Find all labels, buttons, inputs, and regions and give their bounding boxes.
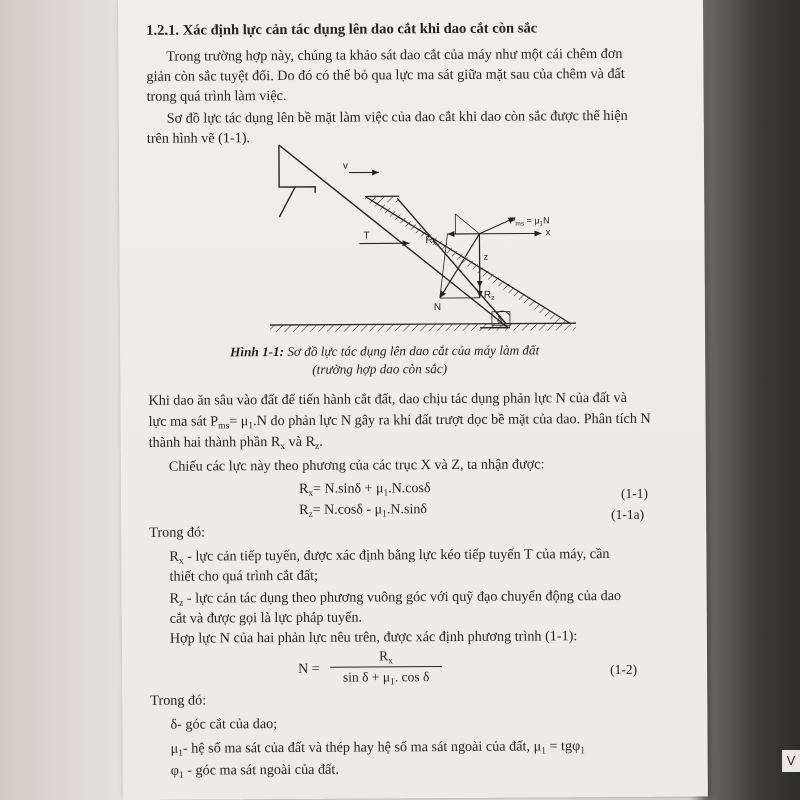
definition-rz-line-2: cắt và được gọi là lực pháp tuyến. xyxy=(169,609,363,627)
v-label: v xyxy=(342,160,349,172)
n-label: N xyxy=(433,302,442,314)
adjacent-page-edge: V xyxy=(782,750,800,772)
equation-1-1a: $R_z= N.\cos\delta - \mu_1.N.\sin\delta$ xyxy=(299,502,427,520)
equation-1-2-number: (1-2) xyxy=(610,661,638,678)
fraction-denominator: $\sin \delta + \mu_1$. cos δ xyxy=(342,669,430,688)
definition-phi: $\varphi_1$ - góc ma sát ngoài của đất. xyxy=(170,761,339,781)
equation-1-1a-number: (1-1a) xyxy=(611,506,645,522)
paragraph-1-line-3: trong quá trình làm việc. xyxy=(146,87,287,105)
paragraph-1-line-1: Trong trường hợp này, chúng ta khảo sát dao cắt của máy như một cái chêm đơn xyxy=(166,45,623,65)
z-axis-label: z xyxy=(483,251,489,262)
paragraph-5: Hợp lực N của hai phản lực nêu trên, được xác định phương trình (1-1): xyxy=(169,628,578,647)
paragraph-4: Chiếu các lực này theo phương của các trục X và Z, ta nhận được: xyxy=(168,456,545,475)
force-diagram xyxy=(247,137,578,339)
delta-label: δ xyxy=(496,314,503,325)
equation-1-2-fraction xyxy=(330,648,442,686)
trong-do-label-1: Trong đó: xyxy=(149,524,206,541)
blade-outline xyxy=(279,144,510,329)
definition-rz-line-1: $R_z$ - lực cản tác dụng theo phương vuông góc với quỹ đạo chuyển động của dao xyxy=(169,587,622,609)
definition-mu: $\mu_1-$ hệ số ma sát của đất và thép hay hệ số ma sát ngoài của đất, $\mu_1 = tg\varphi_1$ xyxy=(170,738,586,759)
soil-ground xyxy=(270,323,576,332)
equation-1-2-lhs: N = xyxy=(298,661,320,677)
x-axis-label: x xyxy=(545,227,551,239)
trong-do-label-2: Trong đó: xyxy=(150,692,207,709)
paragraph-3-line-1: Khi dao ăn sâu vào đất để tiến hành cắt đất, dao chịu tác dụng phản lực N của đất và xyxy=(148,389,627,409)
paragraph-2-line-2: trên hình vẽ (1-1). xyxy=(146,130,251,147)
pms-label: $P_{ms} = \mu_1N$ xyxy=(509,215,550,228)
definition-rx-line-2: thiết cho quá trình cắt đất; xyxy=(169,567,319,585)
blade-edge xyxy=(397,198,506,325)
fraction-bar xyxy=(330,666,442,668)
rx-label: $R_x$ xyxy=(425,235,437,248)
paragraph-1-line-2: giản còn sắc tuyệt đối. Do đó có thể bỏ qua lực ma sát giữa mặt sau của chêm và đất xyxy=(146,65,625,85)
figure-caption-line-2: (trường hợp dao còn sắc) xyxy=(312,360,448,377)
section-heading: 1.2.1. Xác định lực cản tác dụng lên dao cắt khi dao cắt còn sắc xyxy=(146,20,538,39)
definition-rx-line-1: $R_x$ - lực cản tiếp tuyến, được xác định bằng lực kéo tiếp tuyến T của máy, cần xyxy=(169,546,610,567)
fraction-numerator: $R_x$ xyxy=(379,648,393,667)
figure-caption-line-1: Hình 1-1: Sơ đồ lực tác dụng lên dao cắt của máy làm đất xyxy=(230,342,540,360)
paragraph-3-line-2: lực ma sát $P_{ms}= \mu_1.N$ do phản lực N gây ra khi đất trượt dọc bề mặt của dao. Phân tích N xyxy=(148,410,651,432)
definition-delta: δ- góc cắt của dao; xyxy=(170,716,278,733)
book-page xyxy=(118,0,708,800)
paragraph-2-line-1: Sơ đồ lực tác dụng lên bề mặt làm việc của dao cắt khi dao còn sắc được thể hiện xyxy=(166,107,628,127)
paragraph-3-line-3: thành hai thành phần $R_x$ và $R_z$. xyxy=(148,433,323,453)
rz-label: $R_z$ xyxy=(483,289,495,302)
t-label: T xyxy=(363,230,370,242)
equation-1-1-number: (1-1) xyxy=(620,485,649,501)
equation-1-1: $R_x= N.\sin\delta + \mu_1.N.\cos\delta$ xyxy=(298,481,431,499)
